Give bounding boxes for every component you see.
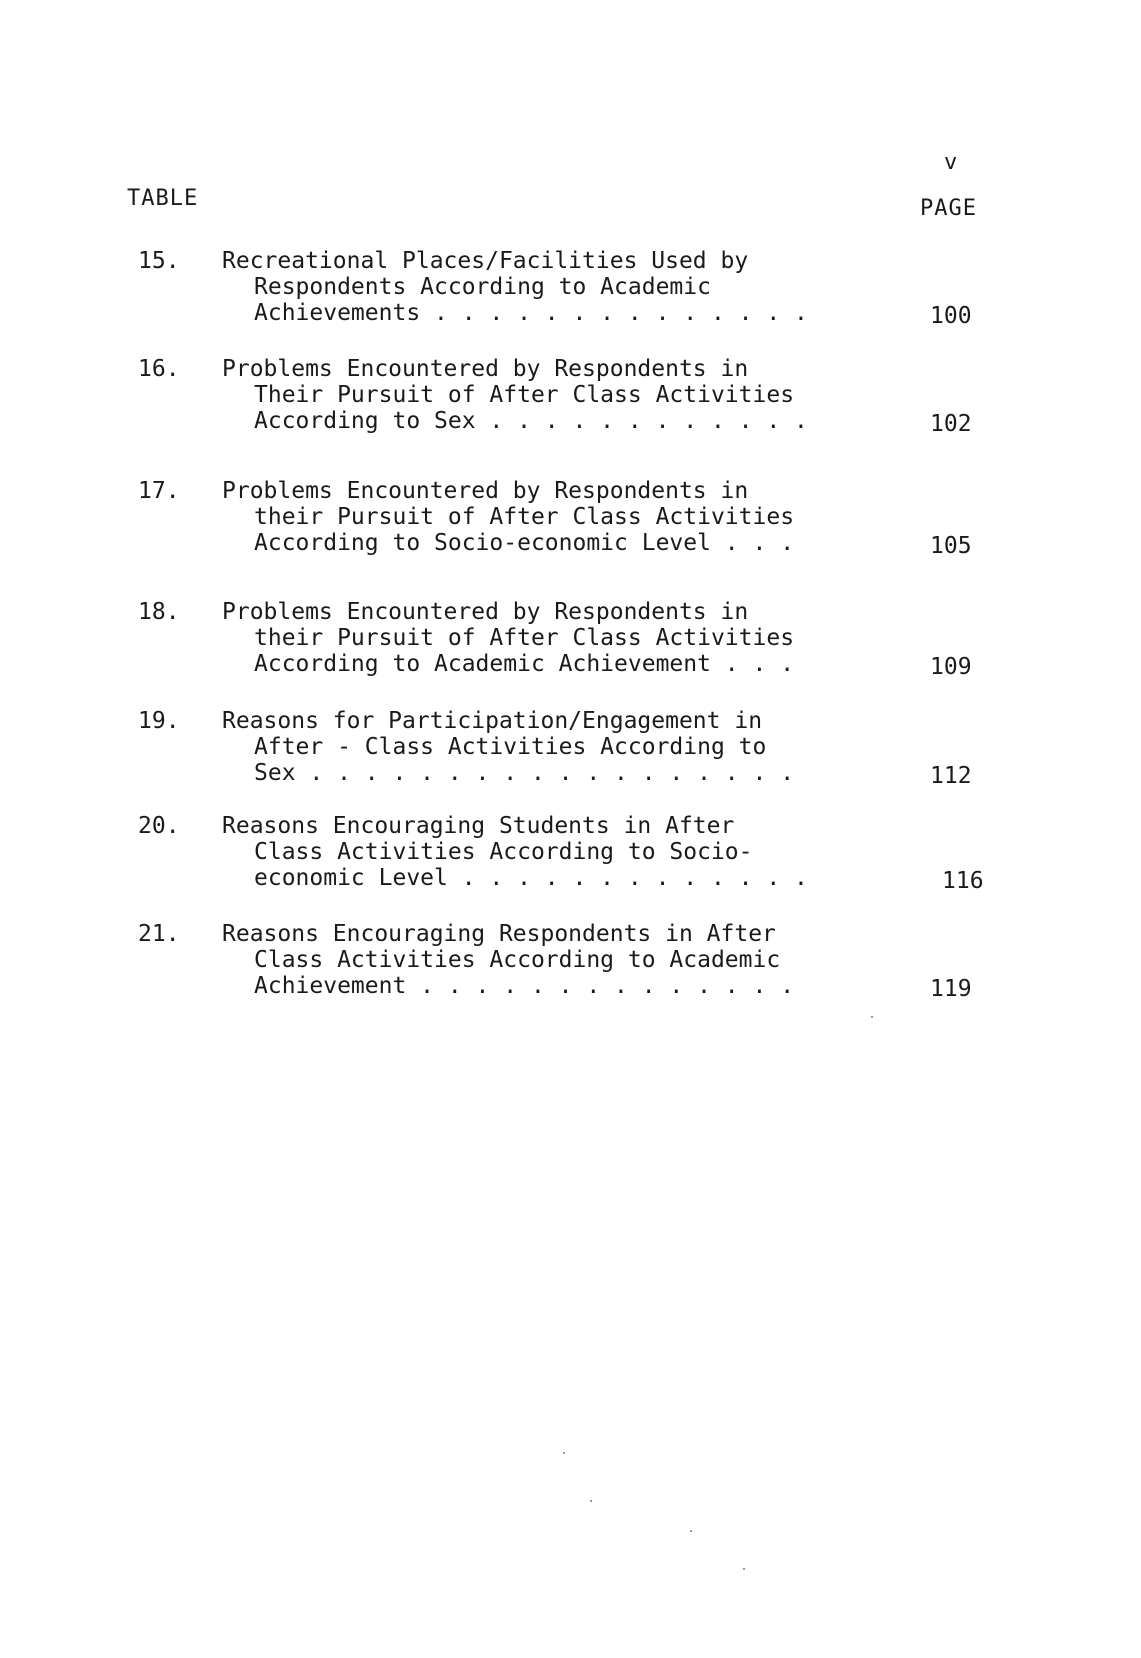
entry-number: 19.	[138, 708, 180, 734]
entry-title-line: Problems Encountered by Respondents in	[222, 478, 749, 504]
entry-title-line: Sex . . . . . . . . . . . . . . . . . .	[254, 760, 795, 786]
entry-title-line: Respondents According to Academic	[254, 274, 711, 300]
entry-number: 21.	[138, 921, 180, 947]
entry-title-line: economic Level . . . . . . . . . . . . .	[254, 865, 808, 891]
entry-title-line: Achievements . . . . . . . . . . . . . .	[254, 300, 808, 326]
entry-title-line: Their Pursuit of After Class Activities	[254, 382, 795, 408]
entry-page-number: 112	[930, 763, 972, 789]
scan-speck	[871, 1016, 873, 1018]
entry-title-line: their Pursuit of After Class Activities	[254, 625, 795, 651]
entry-title-line: Class Activities According to Socio-	[254, 839, 753, 865]
entry-title-line: Reasons Encouraging Respondents in After	[222, 921, 776, 947]
entry-number: 17.	[138, 478, 180, 504]
entry-page-number: 100	[930, 303, 972, 329]
entry-page-number: 102	[930, 411, 972, 437]
entry-title-line: Problems Encountered by Respondents in	[222, 599, 749, 625]
entry-page-number: 119	[930, 976, 972, 1002]
scan-speck	[743, 1568, 745, 1570]
page-column-header: PAGE	[920, 196, 977, 221]
entry-title-line: their Pursuit of After Class Activities	[254, 504, 795, 530]
entry-title-line: According to Sex . . . . . . . . . . . .	[254, 408, 808, 434]
entry-title-line: Class Activities According to Academic	[254, 947, 781, 973]
entry-number: 15.	[138, 248, 180, 274]
table-column-header: TABLE	[127, 186, 199, 211]
entry-number: 16.	[138, 356, 180, 382]
page-number: v	[944, 150, 958, 175]
entry-title-line: According to Socio-economic Level . . .	[254, 530, 795, 556]
entry-number: 18.	[138, 599, 180, 625]
entry-title-line: Problems Encountered by Respondents in	[222, 356, 749, 382]
entry-title-line: Achievement . . . . . . . . . . . . . .	[254, 973, 795, 999]
entry-page-number: 116	[942, 868, 984, 894]
entry-title-line: Reasons Encouraging Students in After	[222, 813, 735, 839]
scan-speck	[690, 1530, 692, 1532]
entry-number: 20.	[138, 813, 180, 839]
entry-page-number: 105	[930, 533, 972, 559]
scan-speck	[590, 1500, 592, 1502]
entry-title-line: After - Class Activities According to	[254, 734, 767, 760]
entry-page-number: 109	[930, 654, 972, 680]
entry-title-line: Reasons for Participation/Engagement in	[222, 708, 763, 734]
entry-title-line: According to Academic Achievement . . .	[254, 651, 795, 677]
scan-speck	[563, 1452, 565, 1454]
entry-title-line: Recreational Places/Facilities Used by	[222, 248, 749, 274]
